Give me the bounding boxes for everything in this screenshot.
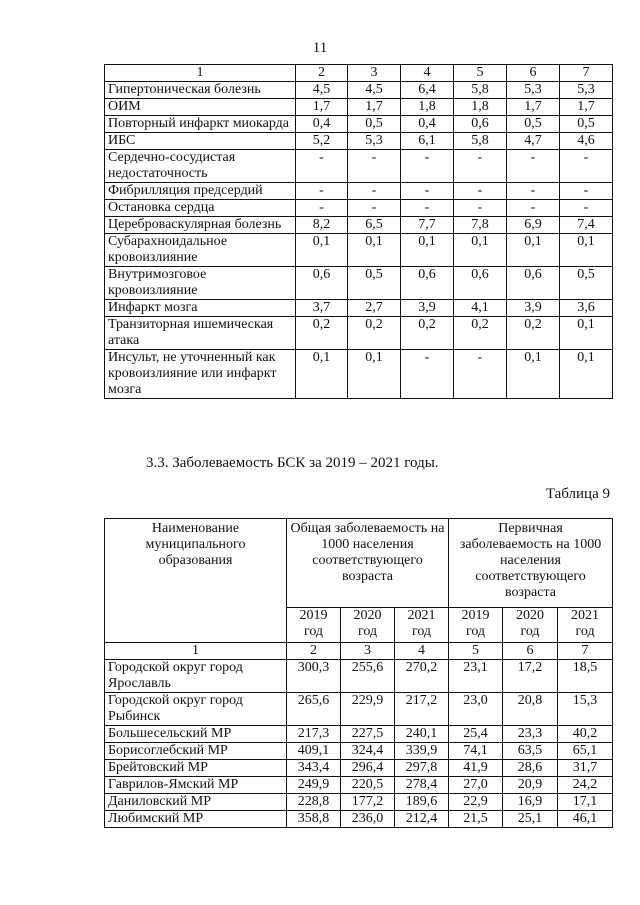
value-cell: 0,5	[348, 116, 401, 133]
value-cell: 0,1	[454, 234, 507, 267]
year-cell: 2020 год	[341, 608, 395, 643]
value-cell: 20,8	[503, 693, 558, 726]
value-cell: -	[507, 200, 560, 217]
value-cell: 343,4	[287, 760, 341, 777]
value-cell: 6,9	[507, 217, 560, 234]
value-cell: 7,8	[454, 217, 507, 234]
value-cell: 177,2	[341, 794, 395, 811]
header-cell: 1	[105, 65, 296, 82]
value-cell: 296,4	[341, 760, 395, 777]
value-cell: 41,9	[449, 760, 503, 777]
value-cell: -	[296, 150, 348, 183]
header-cell: 2	[296, 65, 348, 82]
year-cell: 2019 год	[287, 608, 341, 643]
value-cell: 1,7	[296, 99, 348, 116]
value-cell: 2,7	[348, 300, 401, 317]
value-cell: -	[401, 150, 454, 183]
value-cell: 3,7	[296, 300, 348, 317]
value-cell: 7,4	[560, 217, 613, 234]
value-cell: 255,6	[341, 660, 395, 693]
page-number: 11	[312, 40, 328, 56]
value-cell: 0,1	[296, 350, 348, 399]
table-row	[105, 267, 613, 300]
table-body	[105, 65, 613, 399]
table-body	[105, 519, 613, 828]
value-cell: 63,5	[503, 743, 558, 760]
index-cell: 4	[395, 643, 449, 660]
value-cell: 212,4	[395, 811, 449, 828]
value-cell: 3,9	[401, 300, 454, 317]
section-heading: 3.3. Заболеваемость БСК за 2019 – 2021 годы.	[146, 455, 439, 471]
value-cell: -	[454, 350, 507, 399]
table-row	[105, 743, 613, 760]
table-row	[105, 82, 613, 99]
value-cell: 17,2	[503, 660, 558, 693]
value-cell: 23,1	[449, 660, 503, 693]
value-cell: 18,5	[558, 660, 613, 693]
value-cell: -	[401, 183, 454, 200]
value-cell: 249,9	[287, 777, 341, 794]
row-label: Повторный инфаркт миокарда	[105, 116, 296, 133]
value-cell: -	[454, 200, 507, 217]
header-cell: 5	[454, 65, 507, 82]
value-cell: 0,5	[507, 116, 560, 133]
table-row	[105, 99, 613, 116]
value-cell: 0,5	[560, 116, 613, 133]
row-label: ИБС	[105, 133, 296, 150]
value-cell: 4,5	[296, 82, 348, 99]
value-cell: 324,4	[341, 743, 395, 760]
row-label: Субарахноидальное кровоизлияние	[105, 234, 296, 267]
value-cell: 25,1	[503, 811, 558, 828]
value-cell: 0,6	[454, 116, 507, 133]
year-cell: 2021 год	[558, 608, 613, 643]
value-cell: 40,2	[558, 726, 613, 743]
value-cell: 0,2	[401, 317, 454, 350]
value-cell: 5,3	[560, 82, 613, 99]
row-label: Большесельский МР	[105, 726, 287, 743]
value-cell: 0,2	[507, 317, 560, 350]
value-cell: -	[296, 183, 348, 200]
value-cell: 1,8	[454, 99, 507, 116]
value-cell: 0,2	[296, 317, 348, 350]
value-cell: -	[348, 200, 401, 217]
value-cell: 65,1	[558, 743, 613, 760]
value-cell: 0,1	[296, 234, 348, 267]
year-cell: 2020 год	[503, 608, 558, 643]
value-cell: 228,8	[287, 794, 341, 811]
value-cell: 46,1	[558, 811, 613, 828]
value-cell: 25,4	[449, 726, 503, 743]
value-cell: 300,3	[287, 660, 341, 693]
row-label: Фибрилляция предсердий	[105, 183, 296, 200]
value-cell: 0,6	[296, 267, 348, 300]
value-cell: 7,7	[401, 217, 454, 234]
row-label: Инсульт, не уточненный как кровоизлияние или инфаркт мозга	[105, 350, 296, 399]
table-row	[105, 200, 613, 217]
table-row	[105, 133, 613, 150]
value-cell: 227,5	[341, 726, 395, 743]
value-cell: 5,8	[454, 82, 507, 99]
row-label: Транзиторная ишемическая атака	[105, 317, 296, 350]
value-cell: 8,2	[296, 217, 348, 234]
value-cell: 3,9	[507, 300, 560, 317]
row-label: Сердечно-сосудистая недостаточность	[105, 150, 296, 183]
value-cell: 15,3	[558, 693, 613, 726]
value-cell: 265,6	[287, 693, 341, 726]
header-cell: 4	[401, 65, 454, 82]
morbidity-table-continued	[104, 64, 613, 399]
row-label: Брейтовский МР	[105, 760, 287, 777]
value-cell: 5,2	[296, 133, 348, 150]
value-cell: 0,1	[401, 234, 454, 267]
value-cell: 0,1	[507, 350, 560, 399]
value-cell: 4,7	[507, 133, 560, 150]
value-cell: 1,8	[401, 99, 454, 116]
value-cell: 3,6	[560, 300, 613, 317]
table-row	[105, 234, 613, 267]
value-cell: -	[454, 183, 507, 200]
table-row	[105, 693, 613, 726]
value-cell: 6,4	[401, 82, 454, 99]
value-cell: -	[560, 150, 613, 183]
value-cell: 217,2	[395, 693, 449, 726]
value-cell: 217,3	[287, 726, 341, 743]
table-row	[105, 183, 613, 200]
value-cell: 270,2	[395, 660, 449, 693]
table-row	[105, 811, 613, 828]
index-cell: 5	[449, 643, 503, 660]
value-cell: -	[507, 183, 560, 200]
column-header-municipality: Наименование муниципального образования	[105, 519, 287, 643]
value-cell: 17,1	[558, 794, 613, 811]
value-cell: -	[560, 183, 613, 200]
value-cell: 24,2	[558, 777, 613, 794]
value-cell: 4,1	[454, 300, 507, 317]
year-cell: 2019 год	[449, 608, 503, 643]
value-cell: 20,9	[503, 777, 558, 794]
table-row	[105, 116, 613, 133]
value-cell: 278,4	[395, 777, 449, 794]
value-cell: -	[401, 350, 454, 399]
value-cell: -	[507, 150, 560, 183]
value-cell: 4,6	[560, 133, 613, 150]
header-cell: 3	[348, 65, 401, 82]
value-cell: 4,5	[348, 82, 401, 99]
value-cell: 21,5	[449, 811, 503, 828]
table-row	[105, 794, 613, 811]
header-cell: 6	[507, 65, 560, 82]
table-row	[105, 660, 613, 693]
row-label: Остановка сердца	[105, 200, 296, 217]
value-cell: 220,5	[341, 777, 395, 794]
table-row	[105, 760, 613, 777]
table-index-row	[105, 643, 613, 660]
column-header-total-morbidity: Общая заболеваемость на 1000 населения соответствующего возраста	[287, 519, 449, 608]
value-cell: 0,1	[348, 234, 401, 267]
value-cell: -	[401, 200, 454, 217]
value-cell: 189,6	[395, 794, 449, 811]
index-cell: 1	[105, 643, 287, 660]
row-label: ОИМ	[105, 99, 296, 116]
column-header-primary-morbidity: Первичная заболеваемость на 1000 населения соответствующего возраста	[449, 519, 613, 608]
row-label: Гаврилов-Ямский МР	[105, 777, 287, 794]
value-cell: -	[296, 200, 348, 217]
value-cell: 339,9	[395, 743, 449, 760]
value-cell: 229,9	[341, 693, 395, 726]
table-header-row	[105, 519, 613, 608]
value-cell: 0,1	[560, 317, 613, 350]
value-cell: 0,5	[560, 267, 613, 300]
index-cell: 2	[287, 643, 341, 660]
value-cell: 236,0	[341, 811, 395, 828]
value-cell: 240,1	[395, 726, 449, 743]
value-cell: 0,5	[348, 267, 401, 300]
municipal-morbidity-table	[104, 518, 613, 828]
value-cell: 0,1	[560, 350, 613, 399]
table-row	[105, 150, 613, 183]
row-label: Гипертоническая болезнь	[105, 82, 296, 99]
value-cell: 358,8	[287, 811, 341, 828]
year-cell: 2021 год	[395, 608, 449, 643]
value-cell: 0,2	[454, 317, 507, 350]
value-cell: 0,4	[401, 116, 454, 133]
value-cell: 27,0	[449, 777, 503, 794]
value-cell: 6,5	[348, 217, 401, 234]
table-row	[105, 777, 613, 794]
value-cell: -	[560, 200, 613, 217]
row-label: Городской округ город Рыбинск	[105, 693, 287, 726]
index-cell: 6	[503, 643, 558, 660]
value-cell: 0,1	[348, 350, 401, 399]
value-cell: 409,1	[287, 743, 341, 760]
value-cell: 0,6	[401, 267, 454, 300]
value-cell: 16,9	[503, 794, 558, 811]
table-header-row	[105, 65, 613, 82]
value-cell: 23,3	[503, 726, 558, 743]
row-label: Городской округ город Ярославль	[105, 660, 287, 693]
value-cell: 0,6	[454, 267, 507, 300]
index-cell: 3	[341, 643, 395, 660]
value-cell: 0,4	[296, 116, 348, 133]
value-cell: -	[454, 150, 507, 183]
value-cell: 31,7	[558, 760, 613, 777]
table-row	[105, 317, 613, 350]
value-cell: 22,9	[449, 794, 503, 811]
table-row	[105, 726, 613, 743]
value-cell: 0,1	[560, 234, 613, 267]
value-cell: 6,1	[401, 133, 454, 150]
table-row	[105, 350, 613, 399]
row-label: Любимский МР	[105, 811, 287, 828]
value-cell: 0,2	[348, 317, 401, 350]
table-row	[105, 300, 613, 317]
value-cell: 5,8	[454, 133, 507, 150]
header-cell: 7	[560, 65, 613, 82]
row-label: Инфаркт мозга	[105, 300, 296, 317]
value-cell: 74,1	[449, 743, 503, 760]
value-cell: -	[348, 150, 401, 183]
value-cell: 297,8	[395, 760, 449, 777]
value-cell: 0,6	[507, 267, 560, 300]
value-cell: 0,1	[507, 234, 560, 267]
value-cell: 1,7	[507, 99, 560, 116]
row-label: Цереброваскулярная болезнь	[105, 217, 296, 234]
value-cell: 5,3	[507, 82, 560, 99]
row-label: Борисоглебский МР	[105, 743, 287, 760]
value-cell: 1,7	[348, 99, 401, 116]
value-cell: 5,3	[348, 133, 401, 150]
value-cell: 23,0	[449, 693, 503, 726]
value-cell: 1,7	[560, 99, 613, 116]
value-cell: -	[348, 183, 401, 200]
table-row	[105, 217, 613, 234]
value-cell: 28,6	[503, 760, 558, 777]
row-label: Даниловский МР	[105, 794, 287, 811]
index-cell: 7	[558, 643, 613, 660]
row-label: Внутримозговое кровоизлияние	[105, 267, 296, 300]
table-label: Таблица 9	[545, 486, 610, 502]
